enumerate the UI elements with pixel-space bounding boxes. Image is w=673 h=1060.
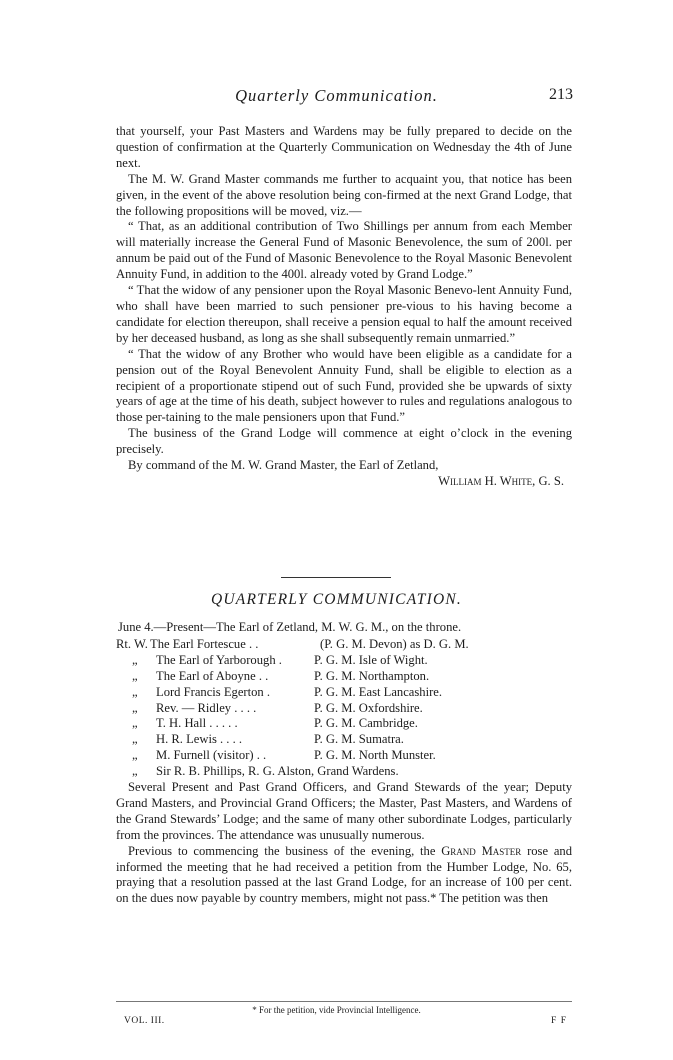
- paragraph: Several Present and Past Grand Officers, and Grand Stewards of the year; Deputy Grand Masters, and Provincial Grand Officers; the Master, Past Masters, and Wardens of the Grand Stewards’ Lodge; and the same of many other subordinate Lodges, particularly from the provinces. The attendance was unusually numerous.: [116, 780, 572, 842]
- roster-name: H. R. Lewis . . . .: [156, 732, 243, 747]
- signature-mark: F F: [551, 1016, 567, 1026]
- throne-line-text: June 4.—Present—The Earl of Zetland, M. W. G. M., on the throne.: [118, 620, 462, 634]
- roster-row: [116, 637, 576, 653]
- roster-rank: P. G. M. East Lancashire.: [314, 684, 443, 699]
- roster-prefix: „: [132, 652, 138, 667]
- section-title: QUARTERLY COMMUNICATION.: [211, 591, 462, 608]
- running-title: Quarterly Communication.: [235, 86, 438, 105]
- roster-rank: P. G. M. Isle of Wight.: [314, 652, 428, 667]
- paragraph: that yourself, your Past Masters and Wardens may be fully prepared to decide on the question of confirmation at the Quarterly Communication on Wednesday the 4th of June next.: [116, 124, 572, 170]
- roster-name: T. H. Hall . . . . .: [156, 716, 238, 731]
- volume-marker: VOL. III.: [124, 1016, 165, 1026]
- roster-name: Rev. — Ridley . . . .: [156, 700, 257, 715]
- proposition-paragraph: “ That the widow of any Brother who would have been eligible as a candidate for a pension out of the Royal Benevolent Annuity Fund, shall be eligible to election as a recipient of a proportionate stipend out of such Fund, provided she be upwards of sixty years of age at the time of his death, subject however to rules and regulations analogous to those per-taining to the male pensioners upon that Fund.”: [116, 346, 572, 425]
- roster-prefix: „: [132, 700, 138, 715]
- roster-prefix: „: [132, 732, 138, 747]
- throne-line: [118, 620, 576, 636]
- roster-rank: P. G. M. Oxfordshire.: [314, 700, 423, 715]
- roster-prefix: Rt. W.: [116, 637, 148, 651]
- proposition-paragraph: “ That the widow of any pensioner upon the Royal Masonic Benevo-lent Annuity Fund, who shall have been married to such pensioner pre-vious to his having become a candidate for election thereupon, shall receive a pension equal to half the amount received by her deceased husband, as long as she shall subsequently remain unmarried.”: [116, 283, 572, 345]
- proposition-paragraph: “ That, as an additional contribution of Two Shillings per annum from each Member will materially increase the General Fund of Masonic Benevolence, the sum of 200l. per annum be paid out of the Fund of Masonic Benevolence to the Royal Masonic Benevolent Annuity Fund, in addition to the 400l. already voted by Grand Lodge.”: [116, 219, 572, 282]
- roster-rank: P. G. M. Cambridge.: [314, 716, 418, 731]
- roster-prefix: „: [132, 748, 138, 763]
- roster-row: [116, 669, 576, 685]
- roster-row: [116, 701, 576, 717]
- page-number: 213: [549, 86, 573, 103]
- section-divider: [281, 577, 391, 578]
- roster-name: M. Furnell (visitor) . .: [156, 748, 267, 763]
- roster-rank: P. G. M. Northampton.: [314, 668, 430, 683]
- roster-row: [116, 716, 576, 732]
- roster-rank: (P. G. M. Devon) as D. G. M.: [320, 637, 469, 651]
- petition-text-start: Previous to commencing the business of the evening, the: [128, 843, 436, 858]
- roster-name: Lord Francis Egerton .: [156, 684, 271, 699]
- roster-name: The Earl Fortescue . .: [150, 637, 259, 651]
- roster-row: [116, 748, 576, 764]
- page-header: [0, 86, 673, 110]
- roster-name: The Earl of Yarborough .: [156, 652, 282, 667]
- roster-prefix: „: [132, 684, 138, 699]
- petition-text-end: rose and informed the meeting that he had received a petition from the Humber Lodge, No. 65, praying that a resolution passed at the last Grand Lodge, for an increase of 100 per cent. on the dues now payable by country members, might not pass.* The petition was then: [116, 843, 572, 906]
- paragraph: The M. W. Grand Master commands me further to acquaint you, that notice has been given, in the event of the above resolution being con-firmed at the next Grand Lodge, that the following propositions will be moved, viz.—: [116, 171, 572, 218]
- paragraph: By command of the M. W. Grand Master, the Earl of Zetland,: [128, 458, 439, 473]
- roster-row: [116, 732, 576, 748]
- wardens-line: Sir R. B. Phillips, R. G. Alston, Grand Wardens.: [156, 764, 399, 779]
- roster-prefix: „: [132, 668, 138, 683]
- roster-prefix: „: [132, 764, 138, 779]
- roster-row: [116, 764, 576, 780]
- footnote-rule: [116, 1001, 572, 1002]
- roster-row: [116, 685, 576, 701]
- grand-master-smallcaps: Grand Master: [441, 843, 522, 858]
- footnote: * For the petition, vide Provincial Intelligence.: [252, 1005, 421, 1015]
- roster-rank: P. G. M. North Munster.: [314, 748, 436, 763]
- circular-letter: [116, 124, 572, 490]
- roster-prefix: „: [132, 716, 138, 731]
- paragraph: The business of the Grand Lodge will commence at eight o’clock in the evening precisely.: [116, 426, 572, 457]
- signature: [116, 474, 572, 490]
- minutes-text: [116, 780, 572, 907]
- roster-rank: P. G. M. Sumatra.: [314, 732, 404, 747]
- petition-paragraph: [116, 844, 572, 908]
- roster-name: The Earl of Aboyne . .: [156, 668, 269, 683]
- attendance-roster: [116, 637, 576, 780]
- signature-text: William H. White, G. S.: [438, 473, 564, 488]
- roster-row: [116, 653, 576, 669]
